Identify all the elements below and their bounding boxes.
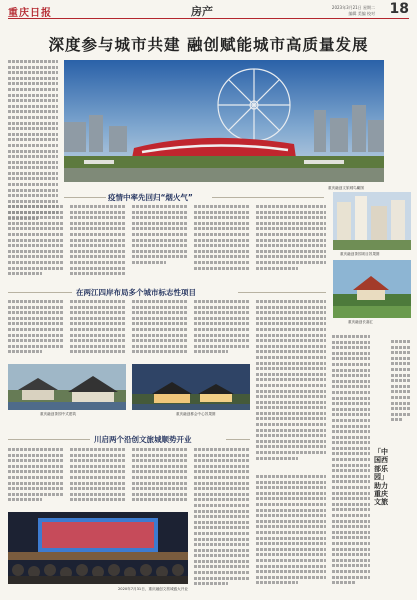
bottom-left-caption: 2020年7月31日，重庆融创文旅城盛大开业 xyxy=(118,587,188,591)
projects-text-col5 xyxy=(256,300,326,470)
section-rule xyxy=(238,292,326,293)
newspaper-logo: 重庆日报 xyxy=(8,8,52,19)
epidemic-text-col3 xyxy=(132,205,188,280)
center-left-caption: 重庆融创茶园中式建筑 xyxy=(40,412,76,416)
projects-text-col3 xyxy=(132,300,188,360)
section-heading-projects: 在两江四岸布局多个城市标志性项目 xyxy=(76,288,196,297)
section-rule xyxy=(226,439,250,440)
wenlv-text-col4 xyxy=(194,448,250,598)
right-top-caption: 重庆融创茶园项目效果图 xyxy=(340,252,380,256)
projects-text-col2 xyxy=(70,300,126,360)
section-rule xyxy=(8,439,90,440)
right-mid-photo xyxy=(333,260,411,318)
section-name: 房产 xyxy=(191,5,213,18)
page-number: 18 xyxy=(389,1,409,17)
center-left-photo xyxy=(8,364,126,410)
sidebar-title: 「中国西部乐园」助力重庆文旅 xyxy=(374,448,388,507)
section-rule xyxy=(212,197,324,198)
section-heading-epidemic: 疫情中率先回归“烟火气” xyxy=(108,193,193,202)
epidemic-text-col5 xyxy=(256,205,326,280)
masthead xyxy=(8,1,409,19)
hero-caption: 重庆融创文旅城鸟瞰图 xyxy=(328,186,364,190)
section-rule xyxy=(64,197,106,198)
bottom-left-photo xyxy=(8,512,188,584)
sidebar-text-right xyxy=(391,340,411,440)
sidebar-text-left xyxy=(332,335,370,597)
wenlv-text-col3 xyxy=(132,448,188,508)
projects-text-col1 xyxy=(8,300,64,360)
epidemic-text-col4 xyxy=(194,205,250,280)
section-heading-wenlv: 川启两个沿创文旅城顺势开业 xyxy=(94,435,192,444)
center-right-photo xyxy=(132,364,250,410)
wenlv-text-col2 xyxy=(70,448,126,508)
epidemic-text-col1 xyxy=(8,205,64,280)
page-headline: 深度参与城市共建 融创赋能城市高质量发展 xyxy=(48,36,369,54)
right-top-photo xyxy=(333,192,411,250)
wenlv-text-col1 xyxy=(8,448,64,508)
center-right-caption: 重庆融创都会中心效果图 xyxy=(176,412,216,416)
epidemic-text-col2 xyxy=(70,205,126,280)
hero-photo xyxy=(64,60,384,182)
editor-line: 编辑 美编 校对 xyxy=(348,11,375,16)
right-mid-caption: 重庆融创长嘉汇 xyxy=(348,320,374,324)
wenlv-text-col5 xyxy=(256,475,326,595)
section-rule xyxy=(8,292,72,293)
issue-date: 2023年3月21日 星期二 xyxy=(331,5,375,10)
projects-text-col4 xyxy=(194,300,250,360)
